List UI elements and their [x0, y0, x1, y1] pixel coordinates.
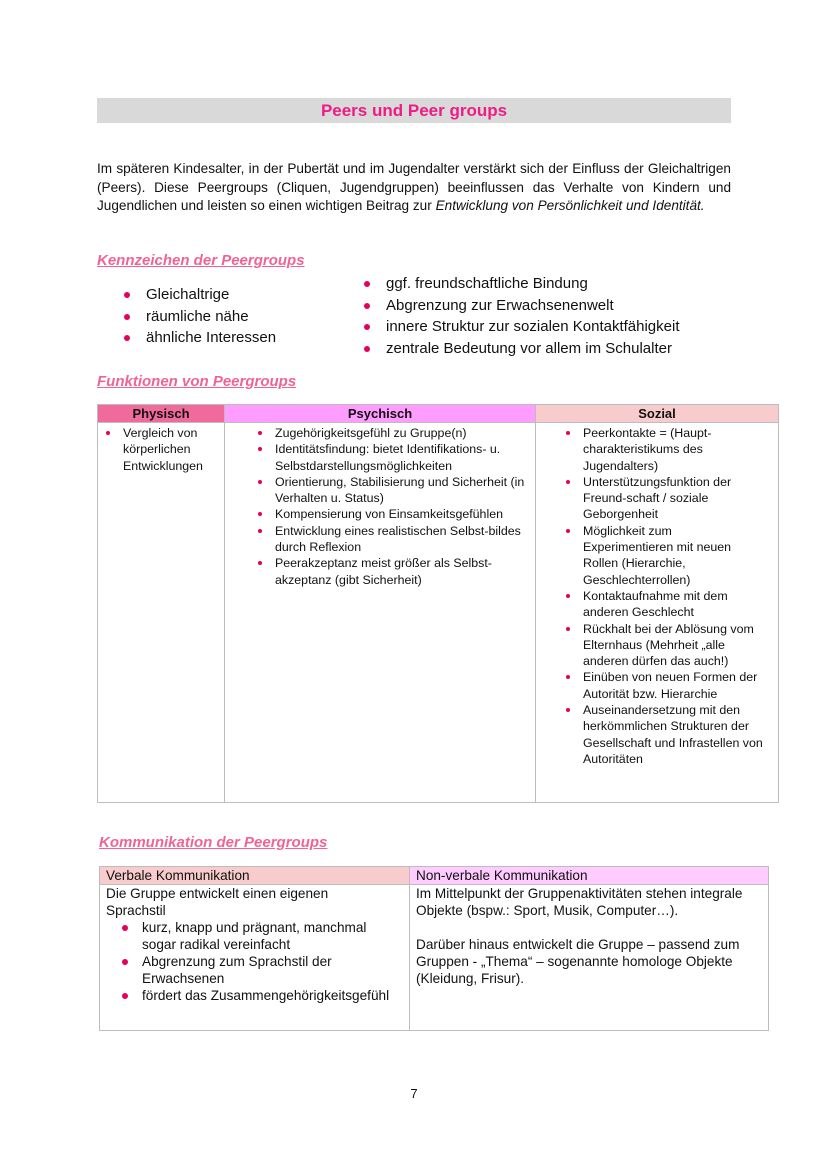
list-item: Identitätsfindung: bietet Identifikations- u. Selbstdarstellungsmöglichkeiten [250, 441, 525, 474]
list-item: ggf. freundschaftliche Bindung [360, 273, 680, 295]
list-item: Unterstützungsfunktion der Freund-schaft / soziale Geborgenheit [558, 474, 764, 523]
list-item: fördert das Zusammengehörigkeitsgefühl [114, 987, 403, 1004]
cell-psychisch [225, 423, 536, 803]
list-item: räumliche nähe [120, 306, 276, 328]
cell-physisch [98, 423, 225, 803]
list-item: Zugehörigkeitsgefühl zu Gruppe(n) [250, 425, 525, 441]
header-nonverbal: Non-verbale Kommunikation [410, 867, 769, 885]
kommunikation-heading: Kommunikation der Peergroups [99, 834, 328, 851]
list-item: Peerakzeptanz meist größer als Selbst-akzeptanz (gibt Sicherheit) [250, 555, 525, 588]
list-item: Kompensierung von Einsamkeitsgefühlen [250, 506, 525, 522]
page-number: 7 [410, 1086, 418, 1101]
funktionen-table [97, 404, 779, 803]
kennzeichen-list-left [120, 284, 276, 349]
header-psychisch: Psychisch [225, 405, 536, 423]
header-verbal: Verbale Kommunikation [100, 867, 410, 885]
header-sozial: Sozial [536, 405, 779, 423]
cell-nonverbal [410, 885, 769, 1031]
list-item: kurz, knapp und prägnant, manchmal sogar radikal vereinfacht [114, 919, 403, 953]
nonverbal-paragraph-1: Im Mittelpunkt der Gruppenaktivitäten stehen integrale Objekte (bspw.: Sport, Musik, Computer…). [416, 886, 743, 918]
kennzeichen-list-right [360, 273, 680, 359]
nonverbal-paragraph-2: Darüber hinaus entwickelt die Gruppe – passend zum Gruppen - „Thema“ – sogenannte homologe Objekte (Kleidung, Frisur). [416, 937, 740, 986]
list-item: Möglichkeit zum Experimentieren mit neuen Rollen (Hierarchie, Geschlechterrollen) [558, 523, 764, 588]
header-physisch: Physisch [98, 405, 225, 423]
cell-verbal [100, 885, 410, 1031]
intro-emphasis: Entwicklung von Persönlichkeit und Identität. [435, 198, 705, 214]
intro-paragraph [97, 160, 731, 216]
list-item: Entwicklung eines realistischen Selbst-bildes durch Reflexion [250, 523, 525, 556]
list-item: Einüben von neuen Formen der Autorität bzw. Hierarchie [558, 669, 764, 702]
list-item: Vergleich von körperlichen Entwicklungen [98, 425, 220, 474]
funktionen-heading: Funktionen von Peergroups [97, 373, 297, 390]
list-item: Abgrenzung zum Sprachstil der Erwachsenen [114, 953, 403, 987]
verbal-intro: Die Gruppe entwickelt einen eigenen Sprachstil [106, 886, 329, 918]
page-title: Peers und Peer groups [97, 98, 731, 123]
list-item: Gleichaltrige [120, 284, 276, 306]
list-item: Auseinandersetzung mit den herkömmlichen Strukturen der Gesellschaft und Infrastellen von Autoritäten [558, 702, 764, 767]
list-item: innere Struktur zur sozialen Kontaktfähigkeit [360, 316, 680, 338]
list-item: Rückhalt bei der Ablösung vom Elternhaus (Mehrheit „alle anderen dürfen das auch!) [558, 621, 764, 670]
cell-sozial [536, 423, 779, 803]
list-item: ähnliche Interessen [120, 327, 276, 349]
list-item: Kontaktaufnahme mit dem anderen Geschlecht [558, 588, 764, 621]
list-item: zentrale Bedeutung vor allem im Schulalter [360, 338, 680, 360]
kommunikation-table [99, 866, 769, 1031]
intro-text: Im späteren Kindesalter, in der Pubertät und im Jugendalter verstärkt sich der Einfluss der Gleichaltrigen (Peers). Diese Peergroups (Cliquen, Jugendgruppen) beeinflussen das Verhalte von Kindern und Jugendlichen und leisten so einen wichtigen Beitrag zur [97, 161, 731, 214]
list-item: Abgrenzung zur Erwachsenenwelt [360, 295, 680, 317]
list-item: Orientierung, Stabilisierung und Sicherheit (in Verhalten u. Status) [250, 474, 525, 507]
list-item: Peerkontakte = (Haupt-charakteristikums des Jugendalters) [558, 425, 764, 474]
kennzeichen-heading: Kennzeichen der Peergroups [97, 252, 305, 269]
